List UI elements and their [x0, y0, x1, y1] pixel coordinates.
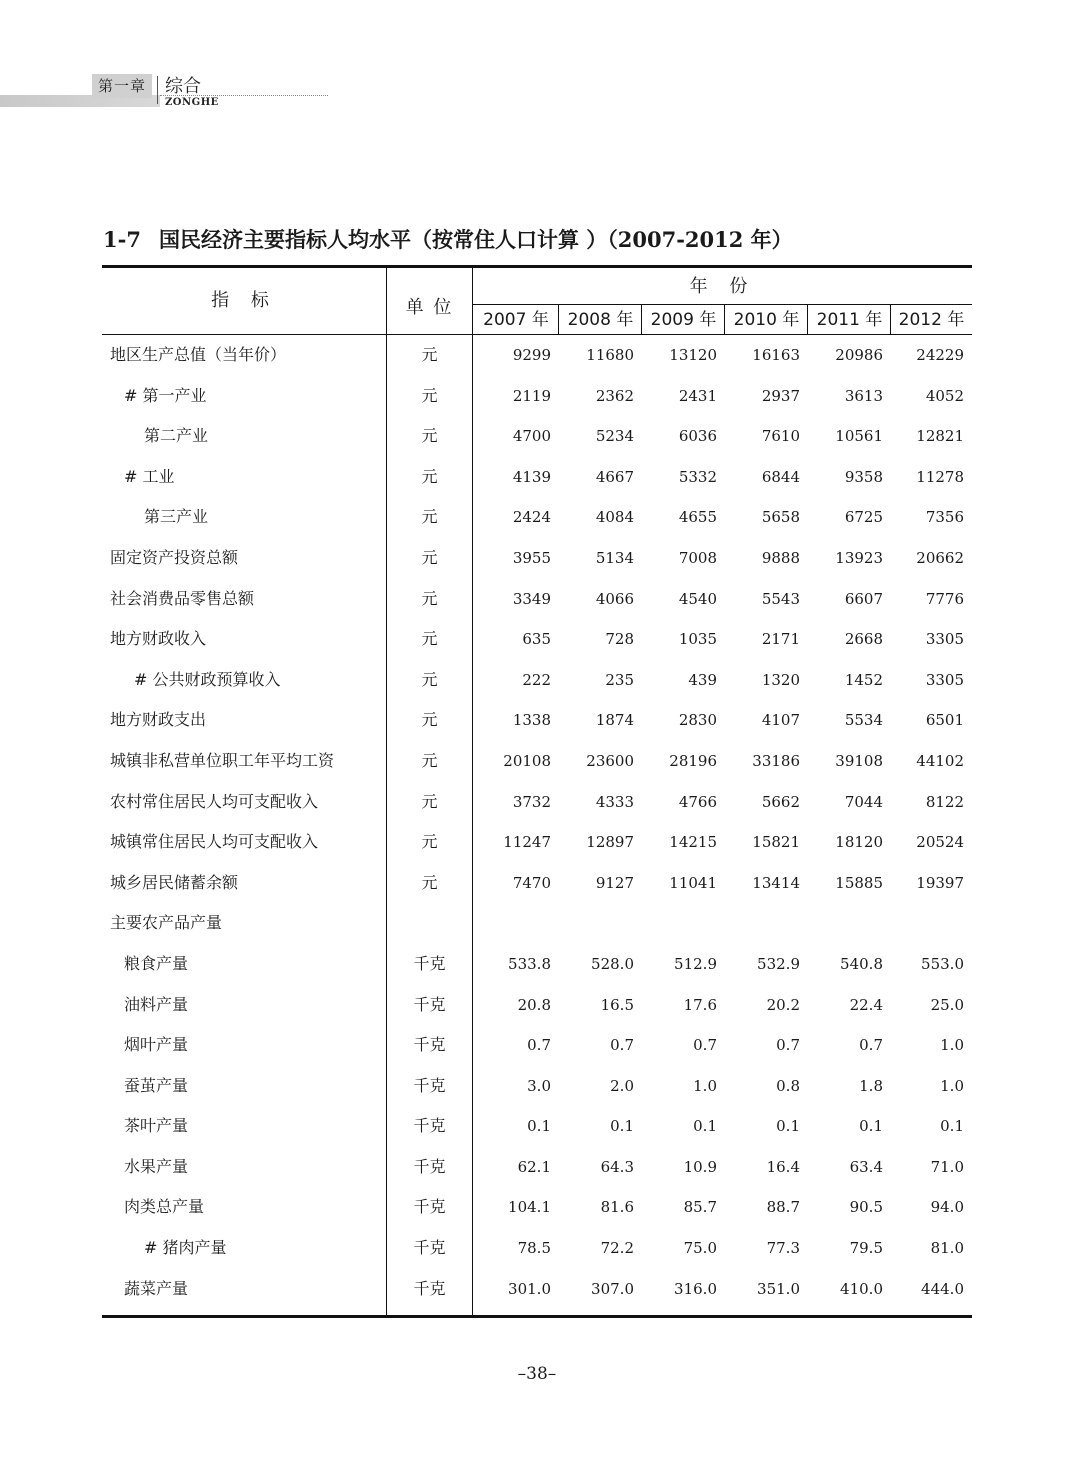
row-value-cell: 235 — [605, 670, 634, 689]
row-value-cell: 222 — [522, 670, 551, 689]
row-value-cell: 19397 — [916, 873, 964, 892]
table-row — [102, 660, 972, 701]
table-row — [102, 1147, 972, 1188]
row-value-cell: 7008 — [678, 548, 717, 567]
row-value-cell: 2171 — [761, 630, 800, 649]
row-value-cell: 11247 — [503, 833, 551, 852]
table-row — [102, 1228, 972, 1269]
row-unit: 元 — [421, 872, 438, 892]
row-value-cell: 18120 — [835, 833, 883, 852]
row-unit: 千克 — [413, 1238, 446, 1258]
table-row — [102, 497, 972, 538]
row-unit: 元 — [421, 466, 438, 486]
row-value-cell: 9358 — [844, 467, 883, 486]
row-value-cell: 90.5 — [849, 1198, 883, 1217]
row-unit: 千克 — [413, 1035, 446, 1055]
row-indicator-label: 社会消费品零售总额 — [110, 588, 255, 608]
row-value-cell: 307.0 — [591, 1279, 634, 1298]
row-value-cell: 4655 — [678, 508, 717, 527]
row-value-cell: 2937 — [761, 386, 800, 405]
row-indicator-label: 蚕茧产量 — [124, 1075, 189, 1095]
row-unit: 千克 — [413, 1116, 446, 1136]
row-value-cell: 72.2 — [600, 1239, 634, 1258]
row-indicator-label: 油料产量 — [124, 994, 189, 1014]
table-row — [102, 700, 972, 741]
row-value-cell: 63.4 — [849, 1157, 883, 1176]
row-unit: 千克 — [413, 1278, 446, 1298]
row-value-cell: 4667 — [595, 467, 634, 486]
row-value-cell: 25.0 — [930, 995, 964, 1014]
row-value-cell: 0.7 — [610, 1036, 634, 1055]
table-number: 1-7 — [103, 227, 141, 252]
year-header: 2009 年 — [650, 310, 717, 330]
table-row — [102, 944, 972, 985]
row-value-cell: 5658 — [761, 508, 800, 527]
row-value-cell: 4540 — [678, 589, 717, 608]
row-value-cell: 9299 — [512, 346, 551, 364]
row-unit: 元 — [421, 588, 438, 608]
row-value-cell: 64.3 — [600, 1157, 634, 1176]
row-value-cell: 12821 — [916, 427, 964, 446]
row-value-cell: 81.0 — [930, 1239, 964, 1258]
row-value-cell: 11680 — [586, 346, 634, 364]
row-value-cell: 44102 — [916, 751, 964, 770]
row-value-cell: 4084 — [595, 508, 634, 527]
row-value-cell: 5534 — [844, 711, 883, 730]
row-indicator-label: 城镇非私营单位职工年平均工资 — [110, 750, 335, 770]
row-value-cell: 4107 — [761, 711, 800, 730]
table-row — [102, 335, 972, 376]
row-value-cell: 1.0 — [693, 1076, 717, 1095]
row-value-cell: 5662 — [761, 792, 800, 811]
row-value-cell: 104.1 — [508, 1198, 551, 1217]
row-value-cell: 0.1 — [527, 1117, 551, 1136]
row-value-cell: 0.1 — [940, 1117, 964, 1136]
row-value-cell: 16.5 — [600, 995, 634, 1014]
row-unit: 千克 — [413, 953, 446, 973]
row-value-cell: 8122 — [925, 792, 964, 811]
row-value-cell: 316.0 — [674, 1279, 717, 1298]
row-value-cell: 79.5 — [849, 1239, 883, 1258]
row-value-cell: 6607 — [844, 589, 883, 608]
row-indicator-label: 第三产业 — [144, 507, 209, 527]
row-value-cell: 23600 — [586, 751, 634, 770]
row-indicator-label: 地方财政收入 — [110, 629, 207, 649]
row-indicator-label: 城镇常住居民人均可支配收入 — [110, 832, 319, 852]
row-value-cell: 85.7 — [683, 1198, 717, 1217]
row-value-cell: 20.2 — [766, 995, 800, 1014]
row-value-cell: 9127 — [595, 873, 634, 892]
row-value-cell: 540.8 — [840, 954, 883, 973]
row-value-cell: 0.7 — [859, 1036, 883, 1055]
year-header: 2011 年 — [816, 310, 883, 330]
row-indicator-label: # 猪肉产量 — [144, 1238, 227, 1258]
row-indicator-label: 固定资产投资总额 — [110, 547, 239, 567]
row-value-cell: 11041 — [669, 873, 717, 892]
row-value-cell: 6501 — [925, 711, 964, 730]
table-row — [102, 863, 972, 904]
year-header: 2008 年 — [567, 310, 634, 330]
table-row — [102, 416, 972, 457]
row-value-cell: 1452 — [844, 670, 883, 689]
row-value-cell: 6036 — [678, 427, 717, 446]
row-indicator-label: # 公共财政预算收入 — [134, 669, 281, 689]
row-unit: 元 — [421, 750, 438, 770]
row-unit: 千克 — [413, 1197, 446, 1217]
row-value-cell: 78.5 — [517, 1239, 551, 1258]
row-value-cell: 17.6 — [683, 995, 717, 1014]
row-value-cell: 7356 — [925, 508, 964, 527]
row-value-cell: 2424 — [512, 508, 551, 527]
row-unit: 元 — [421, 832, 438, 852]
row-unit: 元 — [421, 669, 438, 689]
row-value-cell: 20662 — [916, 548, 964, 567]
row-value-cell: 553.0 — [921, 954, 964, 973]
row-unit: 元 — [421, 345, 438, 364]
header-unit: 单 位 — [405, 297, 454, 318]
row-value-cell: 512.9 — [674, 954, 717, 973]
row-value-cell: 410.0 — [840, 1279, 883, 1298]
row-indicator-label: 肉类总产量 — [124, 1197, 205, 1217]
header-divider — [157, 76, 158, 104]
row-value-cell: 14215 — [669, 833, 717, 852]
row-value-cell: 7044 — [844, 792, 883, 811]
year-header: 2007 年 — [483, 310, 549, 330]
row-value-cell: 71.0 — [930, 1157, 964, 1176]
row-unit: 元 — [421, 507, 438, 527]
row-indicator-label: 蔬菜产量 — [124, 1278, 189, 1298]
row-indicator-label: 地方财政支出 — [110, 710, 207, 730]
row-value-cell: 15885 — [835, 873, 883, 892]
row-value-cell: 13120 — [669, 346, 717, 364]
row-indicator-label: 地区生产总值（当年价） — [110, 345, 287, 364]
table-row — [102, 1187, 972, 1228]
chapter-title: 综合 — [165, 76, 201, 97]
row-value-cell: 439 — [688, 670, 717, 689]
row-value-cell: 13414 — [752, 873, 800, 892]
row-unit: 千克 — [413, 1075, 446, 1095]
table-row — [102, 1269, 972, 1310]
row-value-cell: 301.0 — [508, 1279, 551, 1298]
row-value-cell: 3613 — [844, 386, 883, 405]
row-indicator-label: 烟叶产量 — [124, 1035, 189, 1055]
row-value-cell: 20108 — [503, 751, 551, 770]
row-value-cell: 3732 — [512, 792, 551, 811]
row-unit: 元 — [421, 547, 438, 567]
row-value-cell: 94.0 — [930, 1198, 964, 1217]
row-value-cell: 15821 — [752, 833, 800, 852]
row-value-cell: 1.0 — [940, 1076, 964, 1095]
row-value-cell: 77.3 — [766, 1239, 800, 1258]
row-value-cell: 16163 — [752, 346, 800, 364]
row-value-cell: 1.0 — [940, 1036, 964, 1055]
year-header-row — [473, 305, 972, 334]
row-value-cell: 2119 — [512, 386, 551, 405]
row-value-cell: 0.1 — [776, 1117, 800, 1136]
header-indicator: 指 标 — [211, 290, 277, 311]
row-value-cell: 39108 — [835, 751, 883, 770]
row-value-cell: 3.0 — [527, 1076, 551, 1095]
row-value-cell: 1.8 — [859, 1076, 883, 1095]
row-value-cell — [725, 903, 808, 944]
row-indicator-label: 粮食产量 — [124, 953, 189, 973]
header-year-group: 年 份 — [689, 276, 756, 297]
row-value-cell: 75.0 — [683, 1239, 717, 1258]
row-value-cell: 20.8 — [517, 995, 551, 1014]
row-unit: 元 — [421, 426, 438, 446]
row-value-cell: 1874 — [595, 711, 634, 730]
row-value-cell: 12897 — [586, 833, 634, 852]
row-unit — [386, 903, 473, 944]
row-value-cell — [559, 903, 642, 944]
row-value-cell: 1320 — [761, 670, 800, 689]
row-indicator-label: 第二产业 — [144, 426, 209, 446]
row-value-cell: 3305 — [925, 670, 964, 689]
row-indicator-label: 农村常住居民人均可支配收入 — [110, 791, 319, 811]
table-row — [102, 579, 972, 620]
row-value-cell: 2668 — [844, 630, 883, 649]
row-unit: 千克 — [413, 994, 446, 1014]
row-value-cell: 728 — [605, 630, 634, 649]
row-value-cell: 1035 — [678, 630, 717, 649]
row-value-cell: 11278 — [916, 467, 964, 486]
table-bottom-rule — [102, 1315, 972, 1318]
row-value-cell: 4139 — [512, 467, 551, 486]
row-value-cell: 1338 — [512, 711, 551, 730]
row-value-cell — [808, 903, 891, 944]
row-value-cell: 3349 — [512, 589, 551, 608]
chapter-label: 第一章 — [92, 74, 152, 98]
row-value-cell: 2431 — [678, 386, 717, 405]
row-unit: 元 — [421, 629, 438, 649]
table-row — [102, 822, 972, 863]
table-row — [102, 1106, 972, 1147]
row-indicator-label: # 第一产业 — [124, 385, 207, 405]
table-row — [102, 782, 972, 823]
row-value-cell: 0.7 — [776, 1036, 800, 1055]
table-row — [102, 741, 972, 782]
row-value-cell: 62.1 — [517, 1157, 551, 1176]
table-title — [103, 224, 793, 254]
header-dotted-rule — [160, 95, 328, 96]
table-row — [102, 903, 972, 944]
row-value-cell: 5134 — [595, 548, 634, 567]
table-row — [102, 619, 972, 660]
row-value-cell: 81.6 — [600, 1198, 634, 1217]
row-value-cell: 351.0 — [757, 1279, 800, 1298]
row-value-cell: 444.0 — [921, 1279, 964, 1298]
row-value-cell: 20986 — [835, 346, 883, 364]
table-row — [102, 538, 972, 579]
row-value-cell: 4052 — [925, 386, 964, 405]
row-value-cell: 0.1 — [693, 1117, 717, 1136]
row-value-cell — [642, 903, 725, 944]
page-number: –38– — [517, 1364, 557, 1384]
row-value-cell: 88.7 — [766, 1198, 800, 1217]
row-indicator-label: 水果产量 — [124, 1156, 189, 1176]
row-value-cell: 532.9 — [757, 954, 800, 973]
row-value-cell: 22.4 — [849, 995, 883, 1014]
row-value-cell: 5234 — [595, 427, 634, 446]
row-value-cell: 0.1 — [859, 1117, 883, 1136]
row-value-cell: 6725 — [844, 508, 883, 527]
row-value-cell: 0.7 — [693, 1036, 717, 1055]
row-value-cell: 0.1 — [610, 1117, 634, 1136]
row-value-cell: 5332 — [678, 467, 717, 486]
row-value-cell: 10561 — [835, 427, 883, 446]
year-header: 2012 年 — [898, 310, 965, 330]
row-indicator-label: # 工业 — [124, 466, 175, 486]
row-value-cell: 3955 — [512, 548, 551, 567]
row-value-cell: 533.8 — [508, 954, 551, 973]
row-value-cell: 0.7 — [527, 1036, 551, 1055]
row-value-cell — [473, 903, 559, 944]
row-value-cell: 2.0 — [610, 1076, 634, 1095]
row-value-cell: 28196 — [669, 751, 717, 770]
row-unit: 千克 — [413, 1156, 446, 1176]
row-value-cell: 0.8 — [776, 1076, 800, 1095]
row-value-cell: 5543 — [761, 589, 800, 608]
table-row — [102, 457, 972, 498]
table-row — [102, 1025, 972, 1066]
row-value-cell: 2830 — [678, 711, 717, 730]
row-indicator-label: 茶叶产量 — [124, 1116, 189, 1136]
row-value-cell: 7470 — [512, 873, 551, 892]
row-value-cell: 13923 — [835, 548, 883, 567]
row-value-cell: 4066 — [595, 589, 634, 608]
row-value-cell: 4766 — [678, 792, 717, 811]
table-body — [102, 335, 972, 1309]
row-value-cell: 3305 — [925, 630, 964, 649]
row-unit: 元 — [421, 385, 438, 405]
row-value-cell: 7776 — [925, 589, 964, 608]
table-row — [102, 985, 972, 1026]
row-value-cell — [891, 903, 972, 944]
row-unit: 元 — [421, 791, 438, 811]
table-title-text: 国民经济主要指标人均水平（按常住人口计算 ）（2007-2012 年） — [158, 227, 793, 252]
year-header: 2010 年 — [733, 310, 800, 330]
chapter-subtitle: ZONGHE — [165, 97, 219, 108]
row-value-cell: 2362 — [595, 386, 634, 405]
row-value-cell: 10.9 — [683, 1157, 717, 1176]
row-value-cell: 20524 — [916, 833, 964, 852]
row-value-cell: 9888 — [761, 548, 800, 567]
table-row — [102, 1066, 972, 1107]
row-value-cell: 6844 — [761, 467, 800, 486]
row-value-cell: 33186 — [752, 751, 800, 770]
row-indicator-label: 城乡居民储蓄余额 — [110, 872, 239, 892]
data-table — [102, 265, 972, 1319]
table-row — [102, 376, 972, 417]
row-value-cell: 635 — [522, 630, 551, 649]
row-indicator-label: 主要农产品产量 — [110, 913, 223, 933]
row-unit: 元 — [421, 710, 438, 730]
row-value-cell: 16.4 — [766, 1157, 800, 1176]
row-value-cell: 4700 — [512, 427, 551, 446]
row-value-cell: 4333 — [595, 792, 634, 811]
row-value-cell: 24229 — [916, 346, 964, 364]
row-value-cell: 528.0 — [591, 954, 634, 973]
row-value-cell: 7610 — [761, 427, 800, 446]
